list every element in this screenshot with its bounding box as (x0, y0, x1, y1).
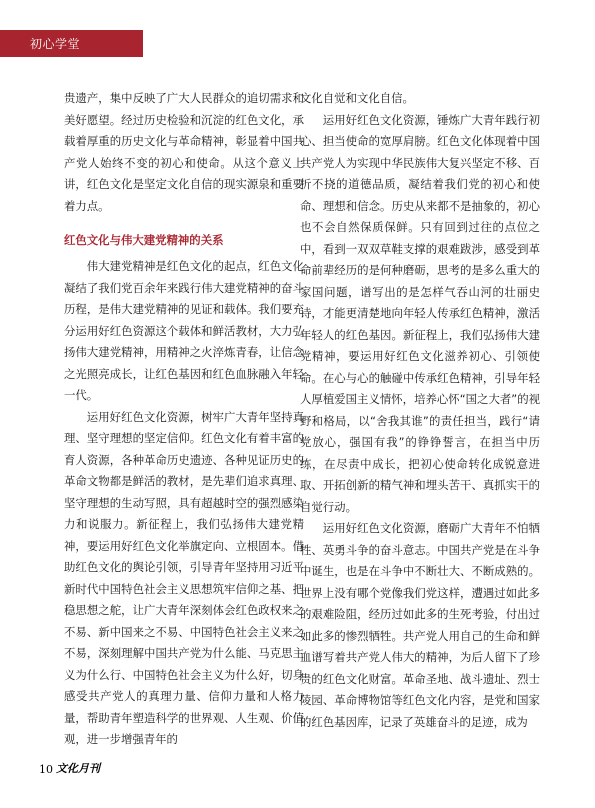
page-number: 10 (39, 763, 53, 776)
body-paragraph: 运用好红色文化资源，锤炼广大青年践行初心、担当使命的宽厚肩膀。红色文化体现着中国共产党人为实现中华民族伟大复兴坚定不移、百折不挠的道德品质，凝结着我们党的初心和使命、理想和信念。历史从来都不是抽象的，初心也不会自然保质保鲜。只有回到过往的点位之中，看到一双双草鞋支撑的艰难跋涉，感受到革命前辈经历的是何种磨砺，思考的是多么重大的家国问题，谱写出的是怎样气吞山河的壮丽史诗，才能更清楚地向年轻人传承红色精神，激活年轻人的红色基因。新征程上，我们弘扬伟大建党精神，要运用好红色文化滋养初心、引领使命。在心与心的触碰中传承红色精神，引导年轻人厚植爱国主义情怀，培养心怀“国之大者”的视野和格局，以“舍我其谁”的责任担当，践行“请党放心，强国有我”的铮铮誓言，在担当中历练，在尽责中成长，把初心使命转化成锐意进取、开拓创新的精气神和埋头苦干、真抓实干的自觉行动。 (300, 112, 540, 514)
section-tag: 初心学堂 (30, 37, 81, 51)
left-column (64, 88, 304, 751)
right-column (300, 88, 540, 733)
body-paragraph: 运用好红色文化资源，树牢广大青年坚持真理、坚守理想的坚定信仰。红色文化有着丰富的育人资源，各种革命历史遗迹、各种见证历史的革命文物都是鲜活的教材，是先辈们追求真理、坚守理想的生动写照，具有超越时空的强烈感染力和说服力。新征程上，我们弘扬伟大建党精神，要运用好红色文化举旗定向、立根固本。借助红色文化的舆论引领，引导青年坚持用习近平新时代中国特色社会主义思想筑牢信仰之基、把稳思想之舵，让广大青年深刻体会红色政权来之不易、新中国来之不易、中国特色社会主义来之不易，深刻理解中国共产党为什么能、马克思主义为什么行、中国特色社会主义为什么好，切身感受共产党人的真理力量、信仰力量和人格力量，帮助青年塑造科学的世界观、人生观、价值观，进一步增强青年的 (64, 409, 304, 746)
section-heading: 红色文化与伟大建党精神的关系 (64, 233, 224, 247)
magazine-logo: 文化月刊 (56, 762, 100, 775)
body-paragraph: 文化自觉和文化自信。 (300, 91, 414, 105)
body-paragraph: 运用好红色文化资源，磨砺广大青年不怕牺牲、英勇斗争的奋斗意志。中国共产党是在斗争中诞生，也是在斗争中不断壮大、不断成熟的。世界上没有哪个党像我们党这样，遭遇过如此多的艰难险阻，经历过如此多的生死考验，付出过如此多的惨烈牺牲。共产党人用自己的生命和鲜血谱写着共产党人伟大的精神，为后人留下了珍贵的红色文化财富。革命圣地、战斗遗址、烈士陵园、革命博物馆等红色文化内容，是党和国家的红色基因库，记录了英雄奋斗的足迹，成为 (300, 521, 540, 729)
body-paragraph: 贵遗产，集中反映了广大人民群众的追切需求和美好愿望。经过历史检验和沉淀的红色文化，承载着厚重的历史文化与革命精神，彰显着中国共产党人始终不变的初心和使命。从这个意义上讲，红色文化是坚定文化自信的现实源泉和重要着力点。 (64, 91, 304, 213)
body-paragraph: 伟大建党精神是红色文化的起点，红色文化凝结了我们党百余年来践行伟大建党精神的奋斗历程，是伟大建党精神的见证和载体。我们要充分运用好红色资源这个载体和鲜活教材，大力弘扬伟大建党精神，用精神之火淬炼青春，让信念之光照亮成长，让红色基因和红色血脉融入年轻一代。 (64, 259, 304, 402)
